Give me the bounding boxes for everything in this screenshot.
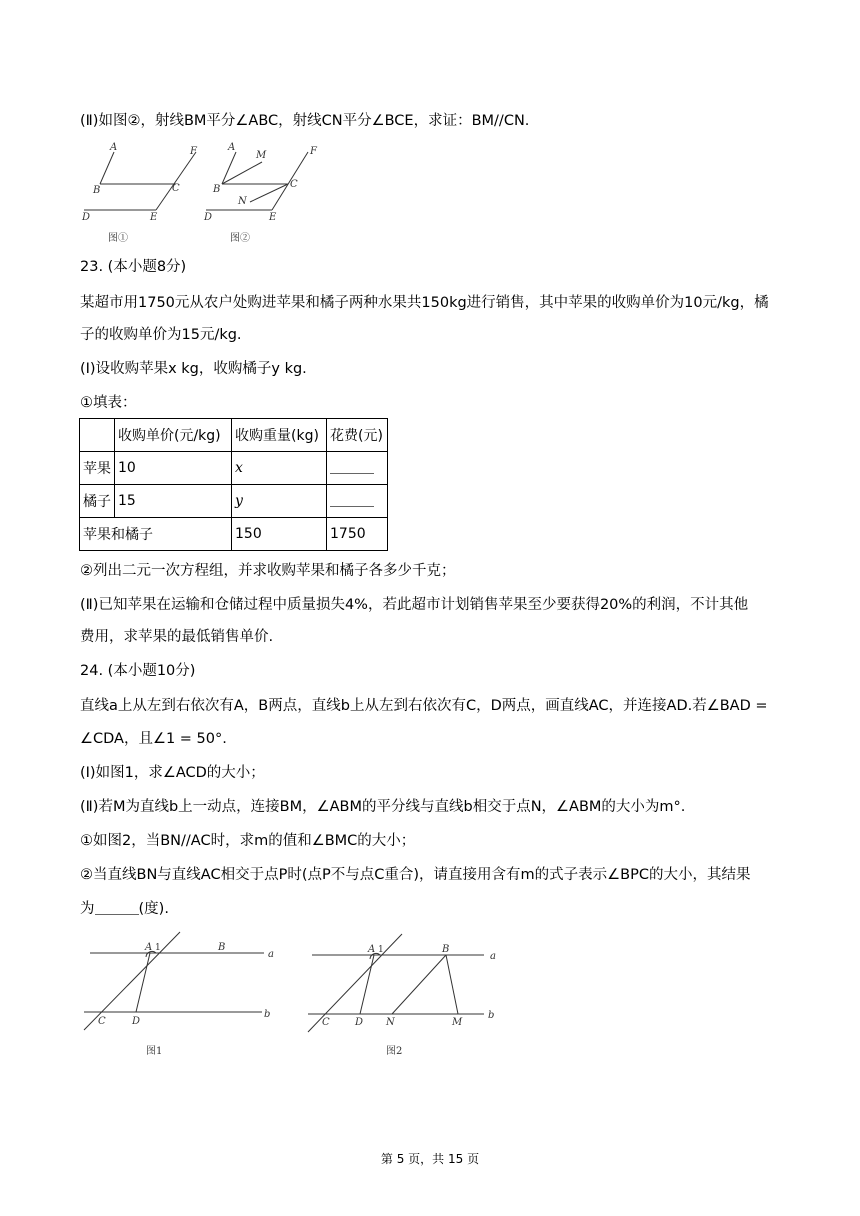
page-footer: 第 5 页，共 15 页: [380, 1152, 480, 1166]
label-A: A: [228, 142, 236, 153]
q24-sub2-line2: [80, 899, 169, 919]
fig1-caption: 图1: [146, 1046, 163, 1057]
table-row: [80, 452, 388, 485]
table-cell: y: [232, 485, 327, 518]
label-C: C: [322, 1017, 330, 1028]
q24-line1: 直线a上从左到右依次有A，B两点，直线b上从左到右依次有C，D两点，画直线AC，并连接AD.若∠BAD =: [80, 698, 768, 714]
label-B: B: [442, 944, 450, 955]
label-C: C: [172, 183, 180, 194]
q23-line2: 子的收购单价为15元/kg.: [80, 327, 242, 343]
table-header-cell: 收购重量(kg): [232, 419, 327, 452]
label-E: E: [150, 212, 158, 223]
label-C: C: [290, 179, 298, 190]
q22-figure-1: [84, 152, 196, 210]
label-A: A: [368, 944, 376, 955]
q24-sub2-post: (度).: [138, 901, 169, 917]
answer-blank-cell[interactable]: [327, 452, 388, 485]
label-F: F: [190, 146, 197, 157]
label-B: B: [93, 185, 101, 196]
table-cell: 苹果: [80, 452, 115, 485]
label-a: a: [268, 949, 274, 960]
q23-part2-line2: 费用，求苹果的最低销售单价.: [80, 629, 274, 645]
q22-figures: [76, 140, 336, 248]
q23-line1: 某超市用1750元从农户处购进苹果和橘子两种水果共150kg进行销售，其中苹果的收购单价为10元/kg，橘: [80, 295, 769, 311]
q24-sub2-pre: 为: [80, 901, 95, 917]
table-row: [80, 518, 388, 551]
label-C: C: [98, 1016, 106, 1027]
q23-heading: 23. (本小题8分): [80, 259, 187, 275]
table-cell: 150: [232, 518, 327, 551]
table-header-cell: 收购单价(元/kg): [115, 419, 232, 452]
label-D: D: [132, 1016, 141, 1027]
table-cell: x: [232, 452, 327, 485]
label-N: N: [238, 196, 247, 207]
table-cell: 15: [115, 485, 232, 518]
label-B: B: [218, 942, 226, 953]
table-cell: 橘子: [80, 485, 115, 518]
answer-blank-cell[interactable]: [327, 485, 388, 518]
q24-part1: (Ⅰ)如图1，求∠ACD的大小；: [80, 765, 265, 781]
q23-sub1: ①填表：: [80, 395, 137, 411]
q22-part2: (Ⅱ)如图②，射线BM平分∠ABC，射线CN平分∠BCE，求证：BM//CN.: [80, 113, 530, 129]
label-angle-1: 1: [155, 943, 161, 953]
table-header-row: [80, 419, 388, 452]
label-M: M: [452, 1017, 463, 1028]
table-cell: 苹果和橘子: [80, 518, 232, 551]
answer-blank[interactable]: [330, 492, 374, 507]
label-D: D: [204, 212, 213, 223]
table-header-cell: [80, 419, 115, 452]
answer-blank[interactable]: [95, 900, 139, 915]
fig2-caption: 图2: [386, 1046, 403, 1057]
q23-part1: (Ⅰ)设收购苹果x kg，收购橘子y kg.: [80, 361, 307, 377]
q24-heading: 24. (本小题10分): [80, 663, 196, 679]
label-D: D: [355, 1017, 364, 1028]
q24-sub1: ①如图2，当BN//AC时，求m的值和∠BMC的大小；: [80, 833, 416, 849]
label-b: b: [488, 1010, 495, 1021]
q23-fill-table: [79, 418, 388, 551]
label-A: A: [110, 142, 118, 153]
table-cell: 10: [115, 452, 232, 485]
q23-part2-line1: (Ⅱ)已知苹果在运输和仓储过程中质量损失4%，若此超市计划销售苹果至少要获得20%的利润，不计其他: [80, 597, 749, 613]
q23-sub2: ②列出二元一次方程组，并求收购苹果和橘子各多少千克；: [80, 563, 456, 579]
table-cell: 1750: [327, 518, 388, 551]
fig2-caption: 图②: [230, 233, 250, 244]
fig1-caption: 图①: [108, 233, 128, 244]
q24-part2: (Ⅱ)若M为直线b上一动点，连接BM，∠ABM的平分线与直线b相交于点N，∠ABM的大小为m°.: [80, 799, 686, 815]
label-B: B: [213, 184, 221, 195]
q24-line2: ∠CDA，且∠1 = 50°.: [80, 731, 227, 747]
answer-blank[interactable]: [330, 459, 374, 474]
label-M: M: [256, 150, 267, 161]
q24-figure-1: [84, 932, 264, 1030]
table-row: [80, 485, 388, 518]
label-a: a: [490, 951, 496, 962]
q24-figures: [76, 926, 506, 1062]
q24-sub2-line1: ②当直线BN与直线AC相交于点P时(点P不与点C重合)，请直接用含有m的式子表示∠BPC的大小，其结果: [80, 867, 751, 883]
label-D: D: [82, 212, 91, 223]
label-b: b: [264, 1009, 271, 1020]
label-angle-1: 1: [378, 945, 384, 955]
table-header-cell: 花费(元): [327, 419, 388, 452]
label-A: A: [145, 942, 153, 953]
label-N: N: [386, 1017, 395, 1028]
label-E: E: [269, 212, 277, 223]
label-F: F: [310, 146, 317, 157]
